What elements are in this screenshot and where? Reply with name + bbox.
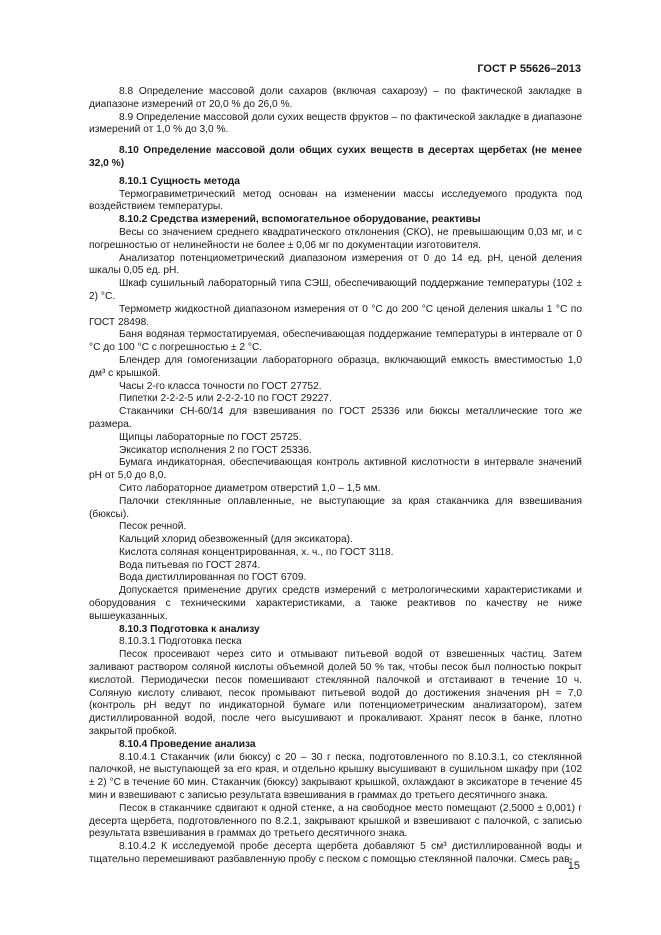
subsection-heading: 8.10.2 Средства измерений, вспомогательное оборудование, реактивы xyxy=(119,214,481,226)
body-paragraph: Баня водяная термостатируемая, обеспечивающая поддержание температуры в интервале от 0 °С до 100 °С с погрешностью ± 2 °С. xyxy=(89,329,582,354)
body-paragraph: 8.9 Определение массовой доли сухих веществ фруктов – по фактической закладке в диапазоне измерений от 1,0 % до 3,0 %. xyxy=(89,111,582,136)
body-paragraph: Песок в стаканчике сдвигают к одной стенке, а на свободное место помещают (2,5000 ± 0,001) г десерта щербета, подготовленного по 8.2.1, закрывают крышкой и взвешивают с палочкой, с записью результата взвешивания в граммах до третьего десятичного знака. xyxy=(89,802,582,840)
body-paragraph: Кальций хлорид обезвоженный (для эксикатора). xyxy=(119,534,353,546)
body-paragraph: Стаканчики СН-60/14 для взвешивания по ГОСТ 25336 или бюксы металлические того же размера. xyxy=(89,406,582,430)
body-paragraph: Весы со значением среднего квадратического отклонения (СКО), не превышающим 0,03 мг, и с погрешностью от нелинейности не более ± 0,06 мг по документации изготовителя. xyxy=(89,226,582,251)
standard-header: ГОСТ Р 55626–2013 xyxy=(477,63,581,75)
section-heading: 8.10 Определение массовой доли общих сухих веществ в десертах щербетах (не менее 32,0 %) xyxy=(89,145,582,169)
body-paragraph: 8.10.4.1 Стаканчик (или бюксу) с 20 – 30 г песка, подготовленного по 8.10.3.1, со стеклянной палочкой, не выступающей за его края, и отдельно крышку высушивают в сушильном шкафу при (102 ± 2) °С в течение 60 мин. Стаканчик (бюксу) закрывают крышкой, охлаждают в эксикаторе в течение 45 мин и взвешивают с записью результата взвешивания в граммах до третьего десятичного знака. xyxy=(89,751,582,802)
body-paragraph: Часы 2-го класса точности по ГОСТ 27752. xyxy=(119,380,322,392)
body-paragraph: Термометр жидкостной диапазоном измерения от 0 °С до 200 °С ценой деления шкалы 1 °С по ГОСТ 28498. xyxy=(89,303,582,328)
body-paragraph: Пипетки 2-2-2-5 или 2-2-2-10 по ГОСТ 29227. xyxy=(119,393,332,405)
subsection-heading: 8.10.4 Проведение анализа xyxy=(119,738,256,750)
page-number: 15 xyxy=(567,860,580,872)
subsection-heading: 8.10.1 Сущность метода xyxy=(119,175,240,187)
document-body xyxy=(89,86,582,867)
body-paragraph: Блендер для гомогенизации лабораторного образца, включающий емкость вместимостью 1,0 дм³ с крышкой. xyxy=(89,354,582,379)
body-paragraph: 8.10.3.1 Подготовка песка xyxy=(119,636,242,648)
body-paragraph: Анализатор потенциометрический диапазоном измерения от 0 до 14 ед. рН, ценой деления шкалы 0,05 ед. рН. xyxy=(89,252,582,277)
body-paragraph: Бумага индикаторная, обеспечивающая контроль активной кислотности в интервале значений рН от 5,0 до 8,0. xyxy=(89,457,582,482)
body-paragraph: Допускается применение других средств измерений с метрологическими характеристиками и оборудования с техническими характеристиками, а также реактивов по качеству не ниже вышеуказанных. xyxy=(89,585,582,622)
body-paragraph: Вода питьевая по ГОСТ 2874. xyxy=(119,559,261,571)
body-paragraph: Сито лабораторное диаметром отверстий 1,0 – 1,5 мм. xyxy=(119,482,381,494)
body-paragraph: Песок просеивают через сито и отмывают питьевой водой от взвешенных частиц. Затем заливают раствором соляной кислоты объемной долей 50 % так, чтобы песок был полностью покрыт кислотой. Периодически песок помешивают стеклянной палочкой и отстаивают в течение 10 ч. Соляную кислоту сливают, песок промывают питьевой водой до достижения значения рН = 7,0 (контроль рН ведут по индикаторной бумаге или потенциометрическим анализатором), затем дистиллированной водой, после чего высушивают и прокаливают. Хранят песок в банке, плотно закрытой пробкой. xyxy=(89,649,582,738)
body-paragraph: Палочки стеклянные оплавленные, не выступающие за края стаканчика для взвешивания (бюксы). xyxy=(89,495,582,520)
subsection-heading: 8.10.3 Подготовка к анализу xyxy=(119,623,260,635)
body-paragraph: 8.10.4.2 К исследуемой пробе десерта щербета добавляют 5 см³ дистиллированной воды и тщательно перемешивают разбавленную пробу с песком с помощью стеклянной палочки. Смесь рав- xyxy=(89,841,582,866)
body-paragraph: Щипцы лабораторные по ГОСТ 25725. xyxy=(119,431,302,443)
body-paragraph: Термогравиметрический метод основан на изменении массы исследуемого продукта под воздействием температуры. xyxy=(89,188,582,213)
body-paragraph: Вода дистиллированная по ГОСТ 6709. xyxy=(119,572,307,584)
body-paragraph: Эксикатор исполнения 2 по ГОСТ 25336. xyxy=(119,444,312,456)
body-paragraph: Кислота соляная концентрированная, х. ч., по ГОСТ 3118. xyxy=(119,546,394,558)
body-paragraph: Шкаф сушильный лабораторный типа СЭШ, обеспечивающий поддержание температуры (102 ± 2) °С. xyxy=(89,278,582,302)
body-paragraph: Песок речной. xyxy=(119,521,187,533)
body-paragraph: 8.8 Определение массовой доли сахаров (включая сахарозу) – по фактической закладке в диапазоне измерений от 20,0 % до 26,0 %. xyxy=(89,86,582,110)
